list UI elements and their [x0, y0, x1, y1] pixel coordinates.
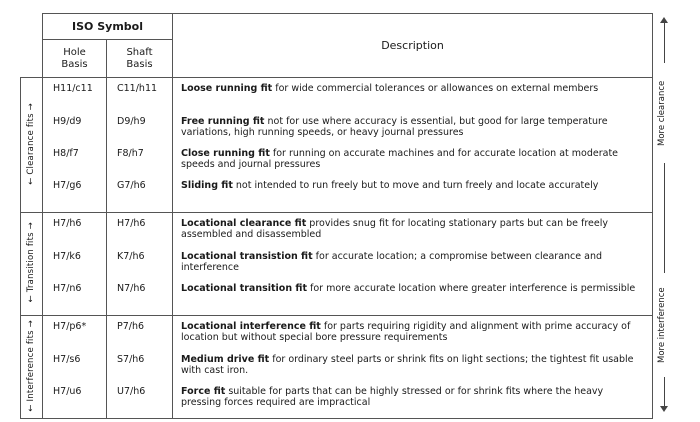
table-row-shaft: U7/h6: [117, 386, 146, 397]
shaft-basis-label: Shaft Basis: [126, 46, 153, 70]
fit-text: for wide commercial tolerances or allowances on external members: [272, 83, 599, 94]
transition-fits-label: ← Transition fits →: [26, 222, 36, 303]
hole-basis-header: [43, 40, 107, 78]
interference-group: [21, 316, 653, 419]
fits-table: [20, 13, 653, 419]
more-clearance-label: More clearance: [657, 80, 667, 146]
transition-group: [21, 213, 653, 316]
table-row-hole: H7/k6: [53, 251, 81, 262]
table-row-shaft: G7/h6: [117, 180, 146, 191]
table-row-description: [181, 251, 646, 283]
table-row-shaft: S7/h6: [117, 354, 145, 365]
more-interference-label: More interference: [657, 287, 667, 363]
transition-hole-cell: [43, 213, 107, 316]
table-row-description: [181, 218, 646, 251]
clearance-shaft-cell: [107, 78, 173, 213]
clearance-description-cell: [173, 78, 653, 213]
transition-shaft-cell: [107, 213, 173, 316]
table-row-hole: H7/g6: [53, 180, 82, 191]
table-row-shaft: K7/h6: [117, 251, 145, 262]
fit-text: for ordinary steel parts or shrink fits on light sections; the tightest fit usable with cast iron.: [181, 354, 634, 376]
interference-side-label: [21, 316, 43, 419]
clearance-hole-cell: [43, 78, 107, 213]
fit-text: for accurate location; a compromise between clearance and interference: [181, 251, 602, 273]
hole-basis-label: Hole Basis: [61, 46, 88, 70]
axis-line-bottom: [664, 377, 665, 407]
fit-text: suitable for parts that can be highly stressed or for shrink fits where the heavy pressing forces required are impractical: [181, 386, 604, 408]
table-row-hole: H9/d9: [53, 116, 82, 127]
table-row-shaft: N7/h6: [117, 283, 146, 294]
axis-line-top: [664, 23, 665, 63]
table-row-hole: H7/u6: [53, 386, 82, 397]
fit-name: Locational interference fit: [181, 321, 321, 332]
table-row-shaft: D9/h9: [117, 116, 146, 127]
fit-text: for more accurate location where greater interference is permissible: [307, 283, 636, 294]
fit-name: Locational transistion fit: [181, 251, 313, 262]
clearance-fits-label: ← Clearance fits →: [26, 102, 36, 185]
fit-text: not for use where accuracy is essential, but good for large temperature variations, high running speeds, or heavy journal pressures: [181, 116, 608, 138]
table-row-description: [181, 321, 646, 354]
description-header: Description: [173, 14, 653, 78]
fit-name: Close running fit: [181, 148, 270, 159]
fit-name: Locational clearance fit: [181, 218, 307, 229]
header-spacer: [21, 14, 43, 78]
fit-name: Loose running fit: [181, 83, 273, 94]
axis-line-middle: [664, 163, 665, 273]
fit-text: provides snug fit for locating stationary parts but can be freely assembled and disassembled: [181, 218, 608, 240]
fit-name: Medium drive fit: [181, 354, 270, 365]
table-row-description: [181, 116, 646, 148]
table-row-description: [181, 83, 646, 116]
transition-side-label: [21, 213, 43, 316]
table-row-shaft: H7/h6: [117, 218, 146, 229]
table-row-shaft: C11/h11: [117, 83, 158, 94]
table-row-description: [181, 148, 646, 180]
fit-name: Force fit: [181, 386, 226, 397]
fit-text: not intended to run freely but to move and turn freely and locate accurately: [232, 180, 599, 191]
transition-description-cell: [173, 213, 653, 316]
table-row-shaft: P7/h6: [117, 321, 145, 332]
table-row-hole: H7/n6: [53, 283, 82, 294]
interference-shaft-cell: [107, 316, 173, 419]
arrow-down-icon: [660, 406, 668, 412]
fit-text: for parts requiring rigidity and alignment with prime accuracy of location but without special bore pressure requirements: [181, 321, 631, 343]
table-row-description: [181, 283, 646, 315]
shaft-basis-header: [107, 40, 173, 78]
fit-name: Sliding fit: [181, 180, 233, 191]
table-row-description: [181, 354, 646, 386]
clearance-group: [21, 78, 653, 213]
fit-text: for running on accurate machines and for accurate location at moderate speeds and journal pressures: [181, 148, 619, 170]
interference-fits-label: ← Interference fits →: [26, 319, 36, 412]
fit-name: Locational transition fit: [181, 283, 307, 294]
interference-description-cell: [173, 316, 653, 419]
table-row-shaft: F8/h7: [117, 148, 144, 159]
table-row-hole: H8/f7: [53, 148, 79, 159]
iso-symbol-header: ISO Symbol: [43, 14, 173, 40]
table-row-hole: H7/h6: [53, 218, 82, 229]
table-row-description: [181, 386, 646, 418]
clearance-side-label: [21, 78, 43, 213]
fit-name: Free running fit: [181, 116, 265, 127]
table-row-description: [181, 180, 646, 212]
table-row-hole: H7/s6: [53, 354, 81, 365]
table-row-hole: H11/c11: [53, 83, 93, 94]
table-row-hole: H7/p6*: [53, 321, 87, 332]
clearance-interference-axis: [655, 13, 675, 416]
interference-hole-cell: [43, 316, 107, 419]
